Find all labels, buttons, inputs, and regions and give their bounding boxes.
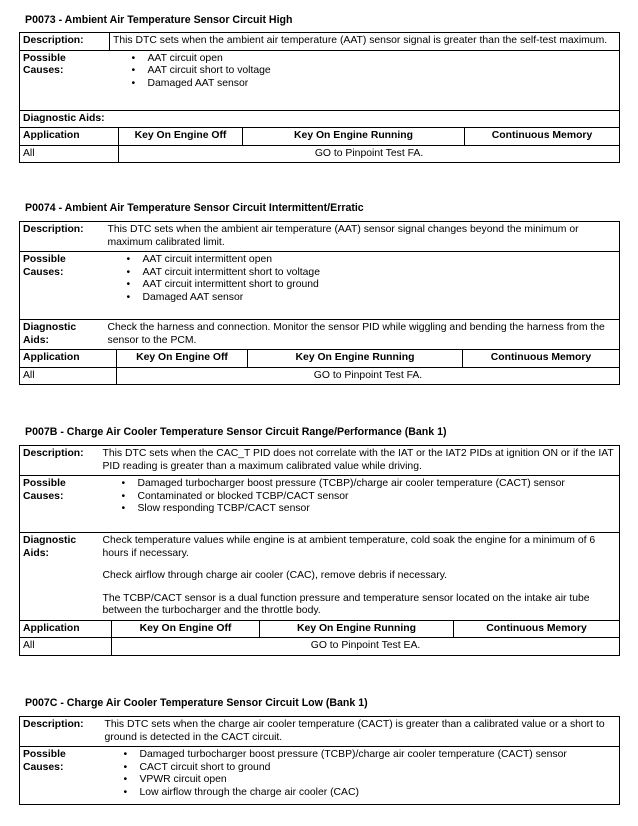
possible-causes-label: Possible Causes: (20, 50, 110, 110)
description-text: This DTC sets when the CAC_T PID does not correlate with the IAT or the IAT2 PIDs at ignition ON or if the IAT PID reading is greater than a maximum calibrated value while driving. (100, 446, 620, 476)
list-item: • AAT circuit intermittent short to ground (143, 279, 617, 292)
diagnostic-aids-text: Check temperature values while engine is at ambient temperature, cold soak the engine for a minimum of 6 hours if necessary. (102, 535, 596, 559)
diagnostic-aids-text: Check airflow through charge air cooler (CAC), remove debris if necessary. (102, 570, 448, 581)
application-value: All (20, 145, 119, 163)
application-value: All (20, 367, 117, 385)
application-value: All (20, 638, 112, 656)
continuous-memory-header: Continuous Memory (454, 620, 620, 638)
koeo-header: Key On Engine Off (112, 620, 260, 638)
dtc-table (19, 716, 620, 805)
description-label: Description: (20, 222, 105, 252)
diagnostic-aids-label: Diagnostic Aids: (20, 320, 105, 350)
description-label: Description: (20, 33, 110, 51)
dtc-table (19, 32, 620, 163)
dtc-title: P0073 - Ambient Air Temperature Sensor Circuit High (25, 14, 293, 26)
table-row (20, 638, 620, 656)
causes-list (110, 478, 617, 516)
koer-header: Key On Engine Running (260, 620, 454, 638)
table-row (20, 145, 620, 163)
list-item: • Slow responding TCBP/CACT sensor (138, 503, 617, 516)
causes-list (120, 53, 617, 91)
possible-causes-label: Possible Causes: (20, 747, 102, 805)
continuous-memory-header: Continuous Memory (463, 350, 620, 368)
application-header: Application (20, 128, 119, 146)
causes-list (112, 749, 617, 799)
dtc-section-p007b (19, 425, 619, 656)
application-header: Application (20, 620, 112, 638)
table-row (20, 367, 620, 385)
list-item: • AAT circuit intermittent short to voltage (143, 267, 617, 280)
diagnostic-aids-label: Diagnostic Aids: (20, 533, 100, 621)
list-item: • VPWR circuit open (140, 774, 617, 787)
table-header-row (20, 128, 620, 146)
table-header-row (20, 620, 620, 638)
dtc-section-p007c (19, 696, 619, 805)
list-item: • AAT circuit short to voltage (148, 65, 617, 78)
koeo-header: Key On Engine Off (119, 128, 243, 146)
possible-causes-label: Possible Causes: (20, 476, 100, 533)
causes-list (115, 254, 617, 304)
diagnostic-aids-label: Diagnostic Aids: (20, 110, 620, 128)
list-item: • AAT circuit open (148, 53, 617, 66)
list-item: • Contaminated or blocked TCBP/CACT sensor (138, 491, 617, 504)
table-header-row (20, 350, 620, 368)
description-text: This DTC sets when the ambient air temperature (AAT) sensor signal is greater than the self-test maximum. (110, 33, 620, 51)
pinpoint-test-text: GO to Pinpoint Test FA. (117, 367, 620, 385)
dtc-table (19, 445, 620, 656)
dtc-title: P007B - Charge Air Cooler Temperature Sensor Circuit Range/Performance (Bank 1) (25, 426, 447, 438)
list-item: • AAT circuit intermittent open (143, 254, 617, 267)
description-label: Description: (20, 446, 100, 476)
diagnostic-aids-text: The TCBP/CACT sensor is a dual function pressure and temperature sensor located on the intake air tube between the turbocharger and the throttle body. (102, 592, 590, 616)
list-item: • Damaged turbocharger boost pressure (TCBP)/charge air cooler temperature (CACT) sensor (140, 749, 617, 762)
description-label: Description: (20, 717, 102, 747)
dtc-title: P0074 - Ambient Air Temperature Sensor Circuit Intermittent/Erratic (25, 202, 364, 214)
dtc-table (19, 221, 620, 385)
pinpoint-test-text: GO to Pinpoint Test FA. (119, 145, 620, 163)
dtc-title: P007C - Charge Air Cooler Temperature Sensor Circuit Low (Bank 1) (25, 697, 368, 709)
dtc-section-p0074 (19, 201, 619, 385)
list-item: • Damaged turbocharger boost pressure (TCBP)/charge air cooler temperature (CACT) sensor (138, 478, 617, 491)
koer-header: Key On Engine Running (248, 350, 463, 368)
pinpoint-test-text: GO to Pinpoint Test EA. (112, 638, 620, 656)
list-item: • Damaged AAT sensor (143, 292, 617, 305)
description-text: This DTC sets when the charge air cooler temperature (CACT) is greater than a calibrated value or a short to ground is detected in the CACT circuit. (102, 717, 620, 747)
possible-causes-label: Possible Causes: (20, 252, 105, 320)
description-text: This DTC sets when the ambient air temperature (AAT) sensor signal changes beyond the minimum or maximum calibrated limit. (105, 222, 620, 252)
list-item: • Low airflow through the charge air cooler (CAC) (140, 787, 617, 800)
dtc-section-p0073 (19, 13, 619, 163)
diagnostic-aids-text: Check the harness and connection. Monitor the sensor PID while wiggling and bending the harness from the sensor to the PCM. (105, 320, 620, 350)
list-item: • Damaged AAT sensor (148, 78, 617, 91)
application-header: Application (20, 350, 117, 368)
koeo-header: Key On Engine Off (117, 350, 248, 368)
koer-header: Key On Engine Running (243, 128, 465, 146)
continuous-memory-header: Continuous Memory (465, 128, 620, 146)
list-item: • CACT circuit short to ground (140, 762, 617, 775)
